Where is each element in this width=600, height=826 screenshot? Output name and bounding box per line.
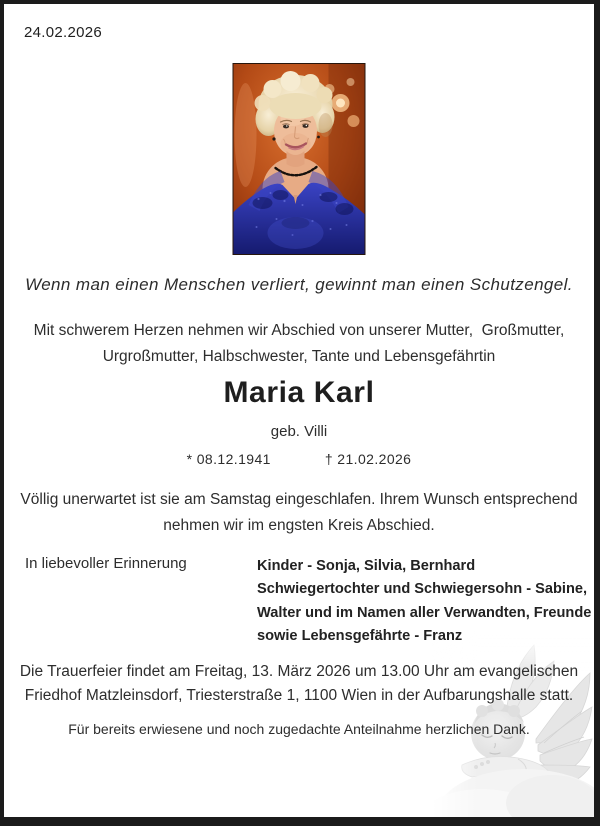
mourners-line-2: Schwiegertochter und Schwiegersohn - Sabine, [257, 581, 588, 598]
deceased-portrait-image [233, 63, 366, 255]
funeral-line-2: Friedhof Matzleinsdorf, Triesterstraße 1, 1100 Wien in der Aufbarungshalle statt. [24, 687, 574, 704]
mourners-line-3: Walter und im Namen aller Verwandten, Freunde [257, 604, 592, 621]
print-date: 24.02.2026 [24, 24, 103, 41]
message-paragraph [4, 487, 594, 539]
birth-date: * 08.12.1941 [186, 451, 271, 467]
intro-line-1: Mit schwerem Herzen nehmen wir Abschied von unserer Mutter, Großmutter, [33, 322, 565, 339]
intro-paragraph [4, 318, 594, 370]
message-line-2: nehmen wir im engsten Kreis Abschied. [163, 517, 435, 534]
deceased-name: Maria Karl [223, 376, 375, 409]
funeral-line-1: Die Trauerfeier findet am Freitag, 13. März 2026 um 13.00 Uhr am evangelischen [19, 663, 579, 680]
life-dates [4, 451, 594, 467]
mourning-label: In liebevoller Erinnerung [25, 555, 187, 572]
message-line-1: Völlig unerwartet ist sie am Samstag eingeschlafen. Ihrem Wunsch entsprechend [20, 491, 578, 508]
portrait-photo [233, 63, 366, 255]
mourners-line-4: sowie Lebensgefährte - Franz [257, 627, 463, 644]
death-date: † 21.02.2026 [324, 451, 412, 467]
mourners-list [257, 555, 591, 648]
birth-name: geb. Villi [270, 423, 328, 440]
funeral-info [4, 660, 594, 708]
intro-line-2: Urgroßmutter, Halbschwester, Tante und Lebensgefährtin [102, 348, 496, 365]
thanks-note: Für bereits erwiesene und noch zugedachte Anteilnahme herzlichen Dank. [68, 721, 530, 737]
memorial-quote: Wenn man einen Menschen verliert, gewinnt man einen Schutzengel. [25, 275, 573, 294]
mourners-line-1: Kinder - Sonja, Silvia, Bernhard [257, 558, 476, 574]
